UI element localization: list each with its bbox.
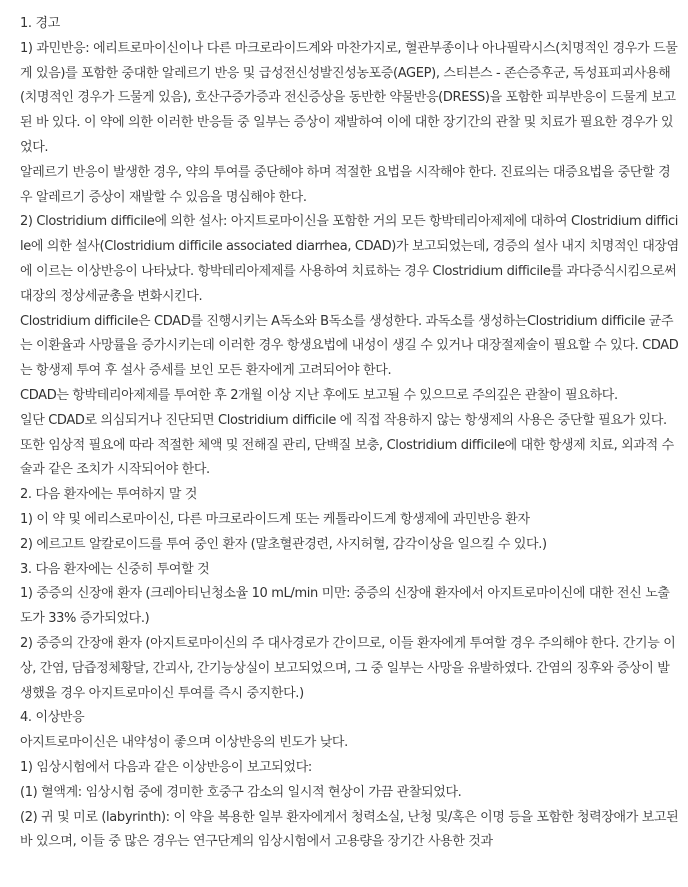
paragraph-allergy-management: 알레르기 반응이 발생한 경우, 약의 투여를 중단해야 하며 적절한 요법을 시작해야 한다. 진료의는 대증요법을 중단할 경우 알레르기 증상이 재발할 수 있음을 명심해야 한다. [20, 164, 671, 205]
paragraph-precaution-renal: 1) 중증의 신장애 환자 (크레아티닌청소율 10 mL/min 미만: 중증의 신장애 환자에서 아지트로마이신에 대한 전신 노출도가 33% 증가되었다.) [20, 586, 670, 627]
section-heading-adverse-reactions: 4. 이상반응 [20, 710, 85, 726]
paragraph-cdad-treatment: 일단 CDAD로 의심되거나 진단되면 Clostridium difficile 에 직접 작용하지 않는 항생제의 사용은 중단할 필요가 있다. 또한 임상적 필요에 따라 적절한 체액 및 전해질 관리, 단백질 보충, Clostridium difficile에 대한 항생제 치료, 외과적 수술과 같은 조치가 시작되어야 한다. [20, 412, 674, 478]
paragraph-hematologic: (1) 혈액계: 임상시험 중에 경미한 호중구 감소의 일시적 현상이 가끔 관찰되었다. [20, 784, 462, 800]
paragraph-cdad-observation: CDAD는 항박테리아제제를 투여한 후 2개월 이상 지난 후에도 보고될 수 있으므로 주의깊은 관찰이 필요하다. [20, 387, 618, 403]
section-heading-contraindications: 2. 다음 환자에는 투여하지 말 것 [20, 487, 198, 503]
section-heading-precautions: 3. 다음 환자에는 신중히 투여할 것 [20, 561, 210, 577]
paragraph-tolerability: 아지트로마이신은 내약성이 좋으며 이상반응의 빈도가 낮다. [20, 735, 348, 751]
paragraph-clinical-trials: 1) 임상시험에서 다음과 같은 이상반응이 보고되었다: [20, 759, 312, 775]
paragraph-ear-labyrinth: (2) 귀 및 미로 (labyrinth): 이 약을 복용한 일부 환자에게서 청력소실, 난청 및/혹은 이명 등을 포함한 청력장애가 보고된 바 있으며, 이들 중 많은 경우는 연구단계의 임상시험에서 고용량을 장기간 사용한 것과 [20, 809, 679, 850]
paragraph-contraindication-1: 1) 이 약 및 에리스로마이신, 다른 마크로라이드계 또는 케톨라이드계 항생제에 과민반응 환자 [20, 511, 530, 527]
paragraph-hypersensitivity: 1) 과민반응: 에리트로마이신이나 다른 마크로라이드계와 마찬가지로, 혈관부종이나 아나필락시스(치명적인 경우가 드물게 있음)를 포함한 중대한 알레르기 반응 및 급성전신성발진성농포증(AGEP), 스티븐스 - 존슨증후군, 독성표피괴사용해 (치명적인 경우가 드물게 있음), 호산구증가증과 전신증상을 동반한 약물반응(DRESS)을 포함한 피부반응이 드물게 보고된 바 있다. 이 약에 의한 이러한 반응들 중 일부는 증상이 재발하여 이에 대한 장기간의 관찰 및 치료가 필요한 경우가 있었다. [20, 40, 678, 155]
paragraph-cdad-toxins: Clostridium difficile은 CDAD를 진행시키는 A독소와 B독소를 생성한다. 과독소를 생성하는Clostridium difficile 균주는 이환율과 사망률을 증가시키는데 이러한 경우 항생요법에 내성이 생길 수 있거나 대장절제술이 필요할 수 있다. CDAD는 항생제 투여 후 설사 증세를 보인 모든 환자에게 고려되어야 한다. [20, 313, 679, 379]
section-heading-warning: 1. 경고 [20, 16, 60, 31]
paragraph-precaution-hepatic: 2) 중증의 간장애 환자 (아지트로마이신의 주 대사경로가 간이므로, 이들 환자에게 투여할 경우 주의해야 한다. 간기능 이상, 간염, 담즙정체황달, 간괴사, 간기능상실이 보고되었으며, 그 중 일부는 사망을 유발하였다. 간염의 징후와 증상이 발생했을 경우 아지트로마이신 투여를 즉시 중지한다.) [20, 635, 676, 701]
paragraph-cdad: 2) Clostridium difficile에 의한 설사: 아지트로마이신을 포함한 거의 모든 항박테리아제제에 대하여 Clostridium difficile에 의한 설사(Clostridium difficile associated diarrhea, CDAD)가 보고되었는데, 경증의 설사 내지 치명적인 대장염에 이르는 이상반응이 나타났다. 항박테리아제제를 사용하여 치료하는 경우 Clostridium difficile를 과다증식시킴으로써 대장의 정상세균총을 변화시킨다. [20, 214, 679, 304]
paragraph-contraindication-2: 2) 에르고트 알칼로이드를 투여 중인 환자 (말초혈관경련, 사지허혈, 감각이상을 일으킬 수 있다.) [20, 536, 547, 552]
